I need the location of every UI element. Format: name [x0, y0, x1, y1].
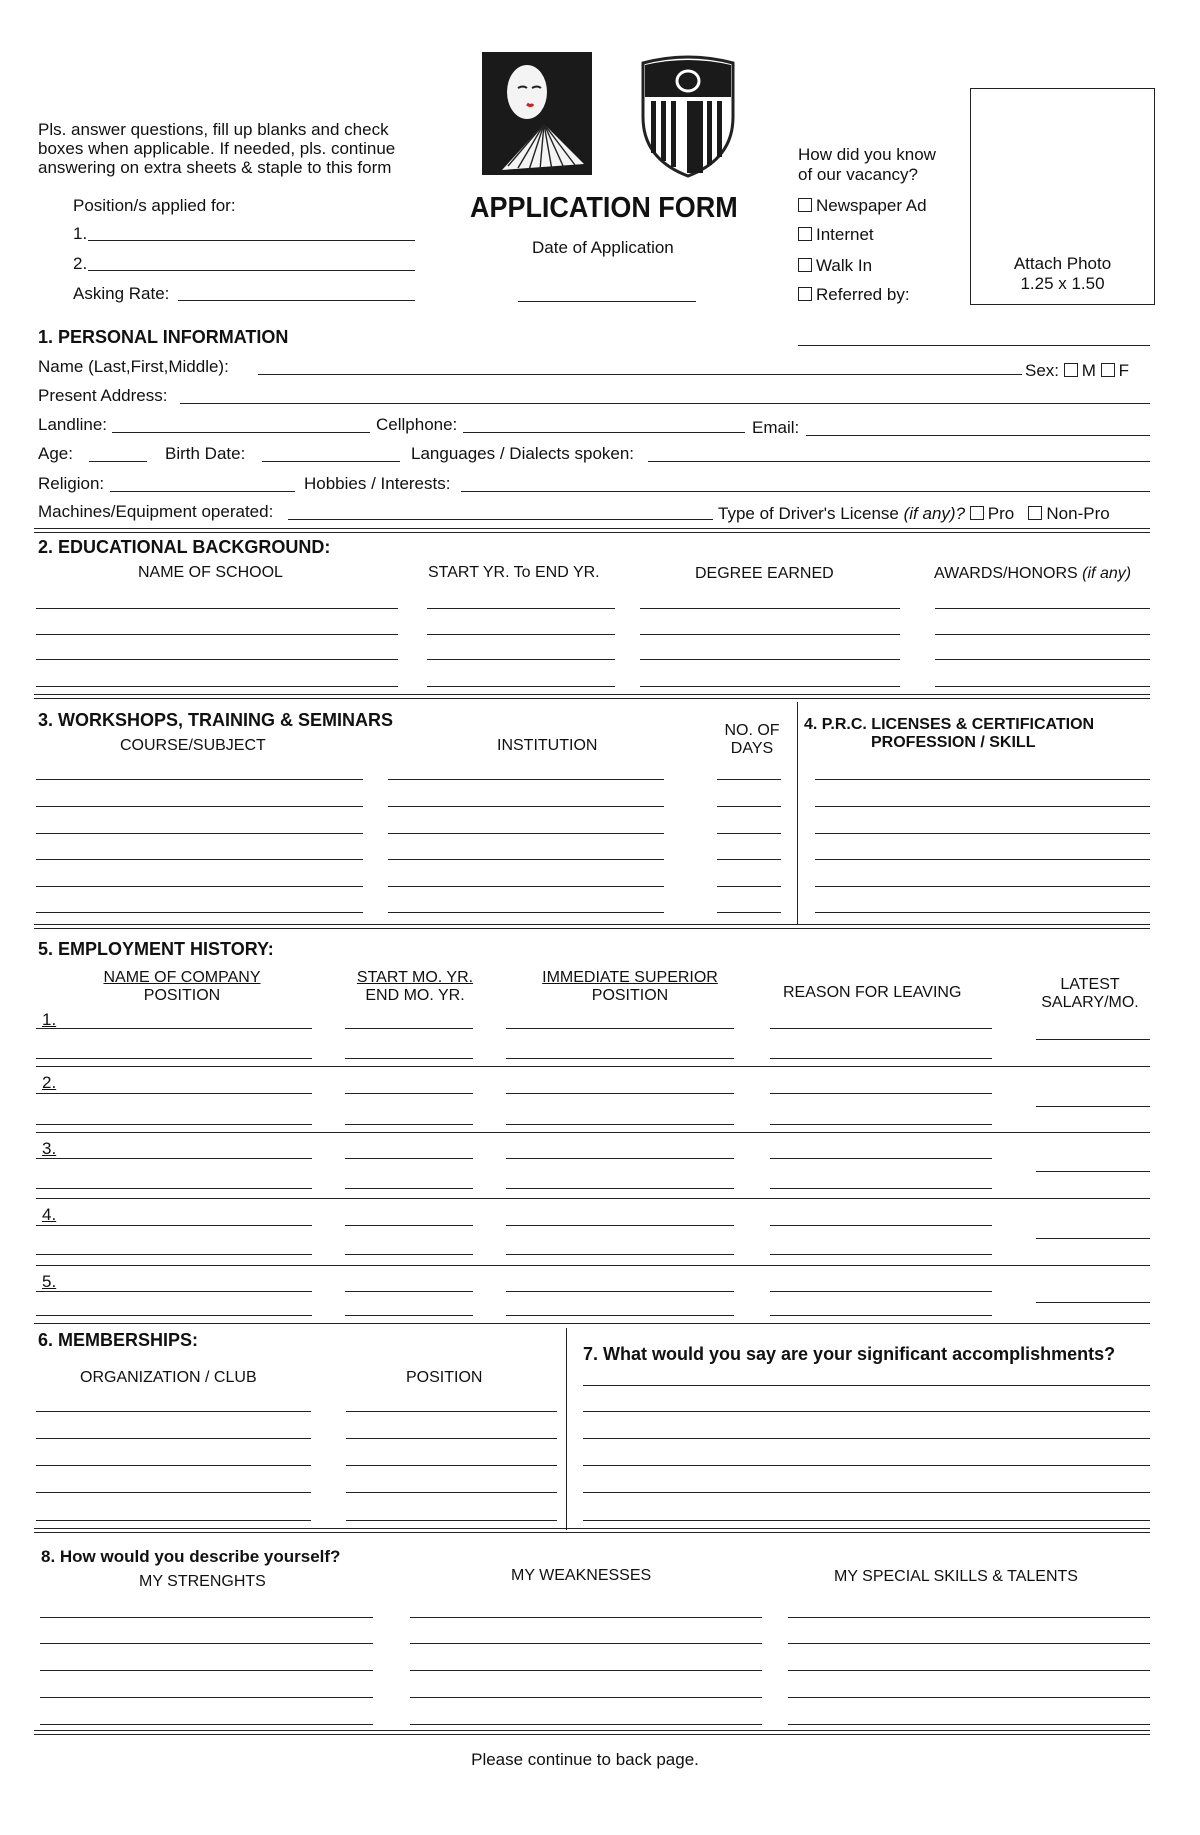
education-blank-line[interactable] [36, 686, 398, 687]
employment-blank-line[interactable] [770, 1291, 992, 1292]
section-divider [34, 1528, 1150, 1533]
employment-blank-line[interactable] [506, 1315, 734, 1316]
landline-label: Landline: [38, 415, 108, 434]
walkin-option[interactable] [798, 256, 872, 276]
workshop-blank-line[interactable] [717, 806, 781, 807]
employment-row-number: 3. [42, 1139, 57, 1158]
sex-f-label: F [1118, 361, 1130, 380]
license-group [718, 504, 1110, 524]
position-1-field[interactable] [88, 240, 415, 241]
education-blank-line[interactable] [640, 634, 900, 635]
machines-label: Machines/Equipment operated: [38, 502, 274, 521]
vacancy-question-line: of our vacancy? [798, 165, 919, 184]
column-divider [797, 702, 798, 924]
employment-blank-line[interactable] [506, 1158, 734, 1159]
describe-blank-line[interactable] [40, 1724, 373, 1725]
employment-row-number: 5. [42, 1272, 57, 1291]
license-blank-line[interactable] [815, 859, 1150, 860]
col-salary-line: LATEST [1060, 976, 1120, 993]
landline-field[interactable] [112, 432, 370, 433]
workshop-blank-line[interactable] [717, 886, 781, 887]
describe-blank-line[interactable] [40, 1643, 373, 1644]
col-salary-line: SALARY/MO. [1041, 994, 1139, 1011]
machines-field[interactable] [288, 519, 713, 520]
employment-blank-line[interactable] [770, 1028, 992, 1029]
asking-rate-field[interactable] [178, 300, 415, 301]
employment-blank-line[interactable] [36, 1058, 312, 1059]
license-blank-line[interactable] [815, 806, 1150, 807]
employment-blank-line[interactable] [36, 1124, 312, 1125]
license-blank-line[interactable] [815, 833, 1150, 834]
employment-blank-line[interactable] [345, 1225, 473, 1226]
employment-blank-line[interactable] [345, 1028, 473, 1029]
age-label: Age: [38, 444, 73, 463]
education-blank-line[interactable] [935, 686, 1150, 687]
col-awards-text: AWARDS/HONORS [934, 565, 1078, 582]
employment-blank-line[interactable] [345, 1315, 473, 1316]
employment-blank-line[interactable] [506, 1124, 734, 1125]
col-dates-line: END MO. YR. [365, 987, 465, 1004]
employment-blank-line[interactable] [506, 1188, 734, 1189]
photo-label-line: 1.25 x 1.50 [1020, 274, 1105, 293]
section-divider [34, 924, 1150, 929]
company-logo-shield [637, 55, 739, 179]
salary-blank-line[interactable] [1036, 1238, 1150, 1239]
instructions [38, 120, 395, 177]
personal-heading: 1. PERSONAL INFORMATION [38, 327, 289, 347]
license-nonpro-checkbox[interactable] [1028, 506, 1042, 520]
referred-option[interactable] [798, 285, 910, 305]
license-if-any: (if any)? [903, 504, 966, 523]
checkbox[interactable] [798, 258, 812, 272]
membership-blank-line[interactable] [36, 1411, 311, 1412]
religion-label: Religion: [38, 474, 105, 493]
form-title: APPLICATION FORM [470, 192, 738, 224]
referred-field[interactable] [798, 345, 1150, 346]
col-days-line: DAYS [730, 740, 774, 757]
education-blank-line[interactable] [427, 634, 615, 635]
languages-field[interactable] [648, 461, 1150, 462]
accomplishment-blank-line[interactable] [583, 1520, 1150, 1521]
checkbox[interactable] [798, 287, 812, 301]
employment-blank-line[interactable] [506, 1058, 734, 1059]
accomplishment-blank-line[interactable] [583, 1385, 1150, 1386]
workshop-blank-line[interactable] [388, 779, 664, 780]
license-blank-line[interactable] [815, 912, 1150, 913]
col-dates-header [340, 969, 490, 1005]
education-blank-line[interactable] [427, 659, 615, 660]
membership-blank-line[interactable] [36, 1438, 311, 1439]
employment-row-divider[interactable] [36, 1198, 1150, 1199]
education-blank-line[interactable] [640, 659, 900, 660]
employment-heading: 5. EMPLOYMENT HISTORY: [38, 939, 274, 959]
workshop-blank-line[interactable] [717, 833, 781, 834]
education-blank-line[interactable] [935, 659, 1150, 660]
instruction-line: Pls. answer questions, fill up blanks and check [38, 120, 389, 139]
describe-blank-line[interactable] [410, 1643, 762, 1644]
vacancy-question [798, 145, 936, 185]
licenses-subheading: PROFESSION / SKILL [871, 734, 1036, 751]
education-blank-line[interactable] [36, 659, 398, 660]
accomplishment-blank-line[interactable] [583, 1438, 1150, 1439]
footer-note: Please continue to back page. [471, 1750, 699, 1769]
workshop-blank-line[interactable] [717, 859, 781, 860]
license-nonpro-label: Non-Pro [1046, 504, 1110, 523]
checkbox[interactable] [798, 198, 812, 212]
instruction-line: answering on extra sheets & staple to this form [38, 158, 392, 177]
employment-blank-line[interactable] [506, 1291, 734, 1292]
accomplishments-heading: 7. What would you say are your significant accomplishments? [583, 1344, 1116, 1364]
section-divider [34, 694, 1150, 699]
employment-blank-line[interactable] [36, 1225, 312, 1226]
cellphone-field[interactable] [463, 432, 745, 433]
describe-blank-line[interactable] [410, 1617, 762, 1618]
employment-row-divider[interactable] [36, 1265, 1150, 1266]
birthdate-field[interactable] [262, 461, 400, 462]
position-2-label: 2. [73, 254, 88, 273]
col-superior-line: IMMEDIATE SUPERIOR [542, 969, 718, 986]
col-awards-header [934, 565, 1131, 583]
referred-label: Referred by: [816, 285, 910, 304]
employment-row-number: 2. [42, 1073, 57, 1092]
col-strengths-header: MY STRENGHTS [139, 1573, 266, 1590]
col-year-header: START YR. To END YR. [428, 564, 600, 581]
employment-blank-line[interactable] [770, 1093, 992, 1094]
memberships-heading: 6. MEMBERSHIPS: [38, 1330, 199, 1350]
birthdate-label: Birth Date: [165, 444, 246, 463]
col-weaknesses-header: MY WEAKNESSES [511, 1567, 652, 1584]
education-blank-line[interactable] [935, 608, 1150, 609]
sex-m-checkbox[interactable] [1064, 363, 1078, 377]
employment-blank-line[interactable] [345, 1188, 473, 1189]
date-application-label: Date of Application [532, 238, 674, 257]
salary-blank-line[interactable] [1036, 1171, 1150, 1172]
accomplishment-blank-line[interactable] [583, 1492, 1150, 1493]
employment-blank-line[interactable] [770, 1225, 992, 1226]
date-application-field[interactable] [518, 301, 696, 302]
name-field[interactable] [258, 374, 1022, 375]
education-blank-line[interactable] [935, 634, 1150, 635]
membership-blank-line[interactable] [36, 1520, 311, 1521]
col-company-header [82, 969, 282, 1005]
describe-blank-line[interactable] [40, 1697, 373, 1698]
vacancy-question-line: How did you know [798, 145, 936, 164]
col-company-line: NAME OF COMPANY [103, 969, 261, 986]
employment-blank-line[interactable] [345, 1058, 473, 1059]
col-school-header: NAME OF SCHOOL [138, 564, 283, 581]
describe-blank-line[interactable] [410, 1670, 762, 1671]
employment-row-number: 1. [42, 1010, 57, 1029]
employment-blank-line[interactable] [506, 1093, 734, 1094]
photo-label-line: Attach Photo [1013, 254, 1112, 273]
address-field[interactable] [180, 403, 1150, 404]
col-company-line: POSITION [143, 987, 221, 1004]
employment-blank-line[interactable] [345, 1124, 473, 1125]
col-superior-line: POSITION [591, 987, 669, 1004]
membership-blank-line[interactable] [346, 1411, 557, 1412]
employment-row-divider[interactable] [36, 1132, 1150, 1133]
describe-blank-line[interactable] [40, 1670, 373, 1671]
col-org-header: ORGANIZATION / CLUB [80, 1369, 257, 1386]
education-blank-line[interactable] [36, 634, 398, 635]
name-label: Name (Last,First,Middle): [38, 357, 229, 376]
education-blank-line[interactable] [427, 608, 615, 609]
workshop-blank-line[interactable] [717, 779, 781, 780]
workshop-blank-line[interactable] [717, 912, 781, 913]
employment-blank-line[interactable] [345, 1291, 473, 1292]
membership-blank-line[interactable] [36, 1492, 311, 1493]
employment-blank-line[interactable] [345, 1254, 473, 1255]
membership-blank-line[interactable] [346, 1492, 557, 1493]
describe-blank-line[interactable] [40, 1617, 373, 1618]
employment-row-divider[interactable] [36, 1066, 1150, 1067]
workshops-heading: 3. WORKSHOPS, TRAINING & SEMINARS [38, 710, 394, 730]
workshop-blank-line[interactable] [388, 833, 664, 834]
col-skills-header: MY SPECIAL SKILLS & TALENTS [834, 1568, 1078, 1585]
sex-label: Sex: [1025, 361, 1060, 380]
employment-blank-line[interactable] [770, 1188, 992, 1189]
newspaper-label: Newspaper Ad [816, 196, 927, 215]
employment-blank-line[interactable] [36, 1093, 312, 1094]
column-divider [566, 1328, 567, 1530]
employment-blank-line[interactable] [36, 1315, 312, 1316]
email-field[interactable] [806, 435, 1150, 436]
section-divider [34, 1323, 1150, 1324]
workshop-blank-line[interactable] [388, 912, 664, 913]
col-awards-if-any: (if any) [1082, 565, 1132, 582]
license-blank-line[interactable] [815, 886, 1150, 887]
workshop-blank-line[interactable] [36, 806, 363, 807]
employment-blank-line[interactable] [770, 1158, 992, 1159]
employment-blank-line[interactable] [506, 1028, 734, 1029]
describe-blank-line[interactable] [788, 1643, 1150, 1644]
section-divider [34, 1730, 1150, 1735]
age-field[interactable] [89, 461, 147, 462]
employment-blank-line[interactable] [770, 1254, 992, 1255]
accomplishment-blank-line[interactable] [583, 1411, 1150, 1412]
workshop-blank-line[interactable] [36, 833, 363, 834]
education-blank-line[interactable] [640, 686, 900, 687]
employment-blank-line[interactable] [770, 1315, 992, 1316]
license-label: Type of Driver's License [718, 504, 899, 523]
describe-blank-line[interactable] [788, 1617, 1150, 1618]
position-label: Position/s applied for: [73, 196, 236, 215]
workshop-blank-line[interactable] [36, 779, 363, 780]
employment-blank-line[interactable] [36, 1291, 312, 1292]
asking-rate-label: Asking Rate: [73, 284, 170, 303]
license-pro-checkbox[interactable] [970, 506, 984, 520]
employment-blank-line[interactable] [506, 1254, 734, 1255]
sex-m-label: M [1081, 361, 1096, 380]
col-degree-header: DEGREE EARNED [695, 565, 834, 582]
describe-blank-line[interactable] [788, 1697, 1150, 1698]
license-pro-label: Pro [987, 504, 1015, 523]
col-position-header: POSITION [406, 1369, 483, 1386]
address-label: Present Address: [38, 386, 168, 405]
col-days-header [717, 722, 787, 758]
col-superior-header [515, 969, 745, 1005]
describe-blank-line[interactable] [788, 1724, 1150, 1725]
membership-blank-line[interactable] [346, 1465, 557, 1466]
sex-f-checkbox[interactable] [1101, 363, 1115, 377]
workshop-blank-line[interactable] [388, 859, 664, 860]
photo-label [970, 254, 1155, 294]
position-1-label: 1. [73, 224, 88, 243]
workshop-blank-line[interactable] [36, 912, 363, 913]
describe-heading: 8. How would you describe yourself? [41, 1547, 341, 1566]
license-blank-line[interactable] [815, 779, 1150, 780]
education-blank-line[interactable] [36, 608, 398, 609]
languages-label: Languages / Dialects spoken: [411, 444, 635, 463]
instruction-line: boxes when applicable. If needed, pls. continue [38, 139, 396, 158]
employment-blank-line[interactable] [770, 1124, 992, 1125]
col-course-header: COURSE/SUBJECT [120, 737, 266, 754]
col-reason-header: REASON FOR LEAVING [783, 984, 962, 1001]
cellphone-label: Cellphone: [376, 415, 458, 434]
walkin-label: Walk In [816, 256, 873, 275]
sex-group [1025, 361, 1129, 381]
employment-blank-line[interactable] [506, 1225, 734, 1226]
workshop-blank-line[interactable] [36, 859, 363, 860]
employment-blank-line[interactable] [36, 1028, 312, 1029]
col-dates-line: START MO. YR. [356, 969, 474, 986]
company-logo-fan [482, 52, 592, 175]
workshop-blank-line[interactable] [388, 886, 664, 887]
col-institution-header: INSTITUTION [497, 737, 598, 754]
hobbies-field[interactable] [461, 491, 1150, 492]
workshop-blank-line[interactable] [388, 806, 664, 807]
employment-blank-line[interactable] [345, 1093, 473, 1094]
salary-blank-line[interactable] [1036, 1302, 1150, 1303]
education-blank-line[interactable] [640, 608, 900, 609]
salary-blank-line[interactable] [1036, 1106, 1150, 1107]
accomplishment-blank-line[interactable] [583, 1465, 1150, 1466]
describe-blank-line[interactable] [410, 1697, 762, 1698]
describe-blank-line[interactable] [410, 1724, 762, 1725]
hobbies-label: Hobbies / Interests: [304, 474, 451, 493]
religion-field[interactable] [110, 491, 295, 492]
workshop-blank-line[interactable] [36, 886, 363, 887]
section-divider [34, 528, 1150, 533]
email-label: Email: [752, 418, 800, 437]
newspaper-option[interactable] [798, 196, 927, 216]
col-salary-header [1030, 976, 1150, 1012]
internet-label: Internet [816, 225, 874, 244]
membership-blank-line[interactable] [36, 1465, 311, 1466]
membership-blank-line[interactable] [346, 1438, 557, 1439]
education-heading: 2. EDUCATIONAL BACKGROUND: [38, 537, 331, 557]
employment-blank-line[interactable] [36, 1188, 312, 1189]
describe-blank-line[interactable] [788, 1670, 1150, 1671]
col-days-line: NO. OF [724, 722, 780, 739]
position-2-field[interactable] [88, 270, 415, 271]
employment-blank-line[interactable] [770, 1058, 992, 1059]
salary-blank-line[interactable] [1036, 1039, 1150, 1040]
employment-blank-line[interactable] [36, 1158, 312, 1159]
checkbox[interactable] [798, 227, 812, 241]
membership-blank-line[interactable] [346, 1520, 557, 1521]
employment-row-number: 4. [42, 1205, 57, 1224]
employment-blank-line[interactable] [36, 1254, 312, 1255]
employment-blank-line[interactable] [345, 1158, 473, 1159]
internet-option[interactable] [798, 225, 874, 245]
education-blank-line[interactable] [427, 686, 615, 687]
licenses-heading: 4. P.R.C. LICENSES & CERTIFICATION [804, 716, 1095, 733]
